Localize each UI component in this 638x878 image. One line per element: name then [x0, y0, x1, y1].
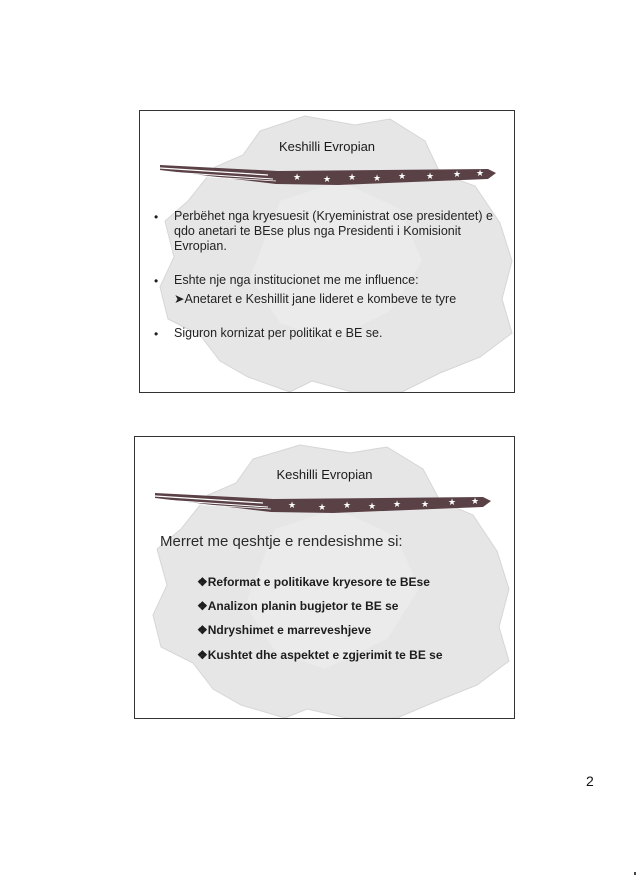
eu-flag-stripe [158, 159, 498, 189]
intro-text: Merret me qeshtje e rendesishme si: [160, 533, 403, 550]
svg-text:★: ★ [398, 172, 407, 182]
svg-text:★: ★ [471, 497, 480, 507]
bullet-icon: • [154, 274, 159, 288]
list-item [197, 575, 430, 589]
svg-text:★: ★ [393, 500, 402, 510]
list-item [197, 599, 398, 613]
four-diamond-icon: ❖ [197, 648, 208, 662]
svg-text:★: ★ [453, 170, 462, 180]
svg-text:★: ★ [348, 173, 357, 183]
slide-2 [134, 436, 515, 719]
four-diamond-icon: ❖ [197, 623, 208, 637]
sub-bullet [174, 292, 456, 307]
svg-text:★: ★ [293, 173, 302, 183]
four-diamond-icon: ❖ [197, 599, 208, 613]
list-item-text: Reformat e politikave kryesore te BEse [207, 575, 430, 589]
sub-bullet-text: Anetaret e Keshillit jane lideret e kombeve te tyre [184, 292, 457, 306]
slide-title: Keshilli Evropian [278, 139, 376, 154]
bullet-text: Eshte nje nga institucionet me me influence: [174, 273, 419, 287]
bullet-text: Siguron kornizat per politikat e BE se. [174, 326, 383, 340]
list-item-text: Analizon planin bugjetor te BE se [207, 599, 399, 613]
svg-text:★: ★ [476, 169, 485, 179]
eu-flag-stripe [153, 487, 493, 517]
four-diamond-icon: ❖ [197, 575, 208, 589]
bullet-icon: • [154, 210, 159, 224]
arrowhead-icon: ➤ [174, 292, 185, 306]
svg-text:★: ★ [343, 501, 352, 511]
svg-text:★: ★ [323, 175, 332, 185]
svg-text:★: ★ [426, 172, 435, 182]
svg-text:★: ★ [368, 502, 377, 512]
svg-text:★: ★ [318, 503, 327, 513]
slide-title: Keshilli Evropian [276, 467, 373, 482]
svg-text:★: ★ [448, 498, 457, 508]
list-item [197, 648, 443, 662]
svg-text:★: ★ [421, 500, 430, 510]
list-item-text: Ndryshimet e marreveshjeve [207, 623, 372, 637]
scan-artifact [634, 872, 636, 875]
bullet-text: Perbëhet nga kryesuesit (Kryeministrat ose presidentet) e qdo anetari te BEse plus nga Presidenti i Komisionit Evropian. [174, 209, 493, 253]
slide-1 [139, 110, 515, 393]
list-item-text: Kushtet dhe aspektet e zgjerimit te BE se [207, 648, 443, 662]
svg-text:★: ★ [288, 501, 297, 511]
bullet-icon: • [154, 327, 159, 341]
list-item [197, 623, 371, 637]
page-number: 2 [586, 773, 594, 789]
svg-text:★: ★ [373, 174, 382, 184]
